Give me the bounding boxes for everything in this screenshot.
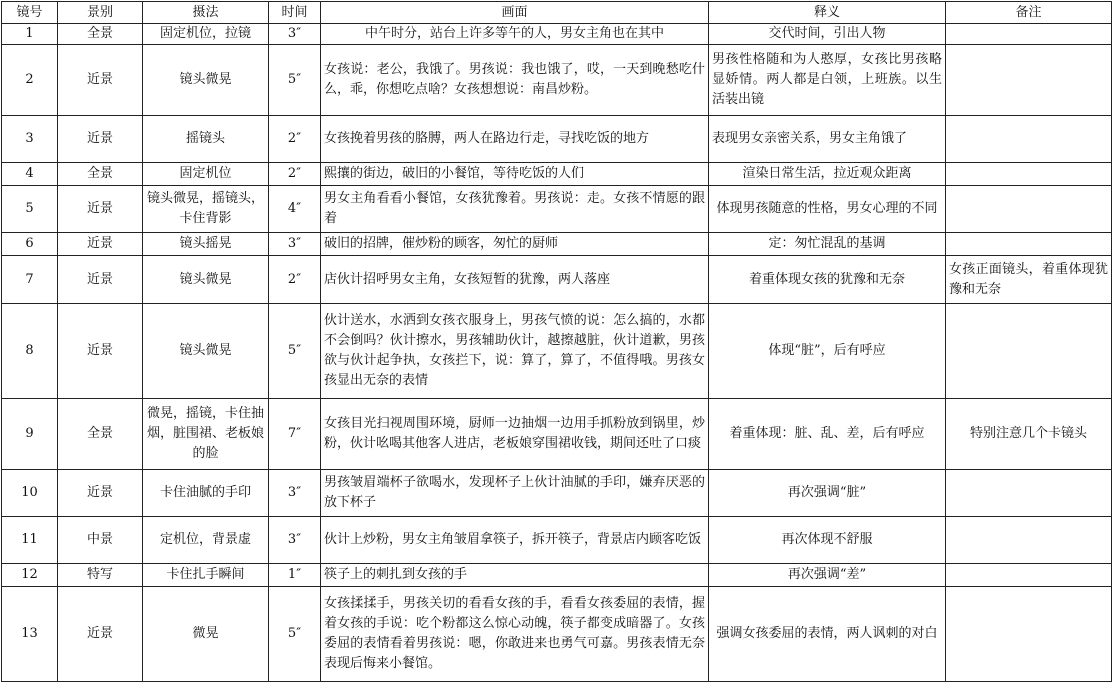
- shot-number-cell: 7: [2, 256, 58, 304]
- header-shot-number: 镜号: [2, 2, 58, 24]
- note-cell: [946, 24, 1112, 45]
- note-cell: [946, 304, 1112, 399]
- note-cell: [946, 470, 1112, 517]
- note-cell: 女孩正面镜头，着重体现犹豫和无奈: [946, 256, 1112, 304]
- camera-method-cell: 固定机位，拉镜: [143, 24, 269, 45]
- note-cell: [946, 587, 1112, 682]
- meaning-cell: 再次体现不舒服: [709, 517, 946, 564]
- shot-size-cell: 全景: [58, 24, 143, 45]
- note-cell: [946, 564, 1112, 587]
- table-row: [2, 186, 1112, 233]
- meaning-cell: 强调女孩委屈的表情，两人讽刺的对白: [709, 587, 946, 682]
- shot-size-cell: 近景: [58, 233, 143, 256]
- header-duration: 时间: [269, 2, 321, 24]
- scene-cell: 伙计送水，水洒到女孩衣服身上，男孩气愤的说：怎么搞的，水都不会倒吗？伙计擦水，男孩辅助伙计，越擦越脏，伙计道歉，男孩欲与伙计起争执，女孩拦下，说：算了，算了，不值得哦。男孩女孩显出无奈的表情: [321, 304, 709, 399]
- scene-cell: 熙攘的街边，破旧的小餐馆，等待吃饭的人们: [321, 163, 709, 186]
- camera-method-cell: 固定机位: [143, 163, 269, 186]
- shot-size-cell: 近景: [58, 470, 143, 517]
- shot-number-cell: 13: [2, 587, 58, 682]
- note-cell: [946, 233, 1112, 256]
- header-meaning: 释义: [709, 2, 946, 24]
- scene-cell: 伙计上炒粉，男女主角皱眉拿筷子，拆开筷子，背景店内顾客吃饭: [321, 517, 709, 564]
- shot-size-cell: 中景: [58, 517, 143, 564]
- scene-cell: 筷子上的刺扎到女孩的手: [321, 564, 709, 587]
- shot-size-cell: 近景: [58, 116, 143, 163]
- shot-number-cell: 8: [2, 304, 58, 399]
- shot-number-cell: 5: [2, 186, 58, 233]
- table-row: [2, 304, 1112, 399]
- shot-number-cell: 2: [2, 45, 58, 116]
- shot-number-cell: 4: [2, 163, 58, 186]
- duration-cell: 3″: [269, 24, 321, 45]
- scene-cell: 破旧的招牌，催炒粉的顾客，匆忙的厨师: [321, 233, 709, 256]
- header-camera-method: 摄法: [143, 2, 269, 24]
- header-note: 备注: [946, 2, 1112, 24]
- note-cell: [946, 163, 1112, 186]
- scene-cell: 男孩皱眉端杯子欲喝水，发现杯子上伙计油腻的手印，嫌弃厌恶的放下杯子: [321, 470, 709, 517]
- camera-method-cell: 摇镜头: [143, 116, 269, 163]
- shot-size-cell: 全景: [58, 163, 143, 186]
- scene-cell: 男女主角看看小餐馆，女孩犹豫着。男孩说：走。女孩不情愿的跟着: [321, 186, 709, 233]
- shot-size-cell: 全景: [58, 399, 143, 470]
- note-cell: [946, 517, 1112, 564]
- camera-method-cell: 镜头微晃，摇镜头，卡住背影: [143, 186, 269, 233]
- duration-cell: 5″: [269, 587, 321, 682]
- note-cell: [946, 186, 1112, 233]
- shot-size-cell: 近景: [58, 45, 143, 116]
- scene-cell: 女孩目光扫视周围环境，厨师一边抽烟一边用手抓粉放到锅里，炒粉，伙计吆喝其他客人进店，老板娘穿围裙收钱，期间还吐了口痰: [321, 399, 709, 470]
- storyboard-table: [1, 1, 1112, 682]
- table-row: [2, 399, 1112, 470]
- shot-size-cell: 特写: [58, 564, 143, 587]
- note-cell: [946, 45, 1112, 116]
- meaning-cell: 定：匆忙混乱的基调: [709, 233, 946, 256]
- camera-method-cell: 微晃，摇镜，卡住抽烟，脏围裙、老板娘的脸: [143, 399, 269, 470]
- scene-cell: 女孩挽着男孩的胳膊，两人在路边行走，寻找吃饭的地方: [321, 116, 709, 163]
- camera-method-cell: 卡住油腻的手印: [143, 470, 269, 517]
- table-row: [2, 163, 1112, 186]
- note-cell: 特别注意几个卡镜头: [946, 399, 1112, 470]
- meaning-cell: 男孩性格随和为人憨厚，女孩比男孩略显娇情。两人都是白领，上班族。以生活装出镜: [709, 45, 946, 116]
- duration-cell: 3″: [269, 517, 321, 564]
- duration-cell: 4″: [269, 186, 321, 233]
- header-row: [2, 2, 1112, 24]
- duration-cell: 3″: [269, 470, 321, 517]
- shot-size-cell: 近景: [58, 256, 143, 304]
- shot-number-cell: 10: [2, 470, 58, 517]
- duration-cell: 5″: [269, 304, 321, 399]
- meaning-cell: 着重体现：脏、乱、差，后有呼应: [709, 399, 946, 470]
- scene-cell: 中午时分，站台上许多等午的人，男女主角也在其中: [321, 24, 709, 45]
- shot-number-cell: 6: [2, 233, 58, 256]
- duration-cell: 3″: [269, 233, 321, 256]
- header-shot-size: 景别: [58, 2, 143, 24]
- table-row: [2, 517, 1112, 564]
- table-row: [2, 116, 1112, 163]
- shot-number-cell: 12: [2, 564, 58, 587]
- shot-size-cell: 近景: [58, 304, 143, 399]
- duration-cell: 5″: [269, 45, 321, 116]
- table-row: [2, 24, 1112, 45]
- meaning-cell: 表现男女亲密关系，男女主角饿了: [709, 116, 946, 163]
- meaning-cell: 体现“脏”，后有呼应: [709, 304, 946, 399]
- duration-cell: 7″: [269, 399, 321, 470]
- shot-size-cell: 近景: [58, 186, 143, 233]
- scene-cell: 女孩说：老公，我饿了。男孩说：我也饿了，哎，一天到晚愁吃什么，乖，你想吃点啥？女孩想想说：南昌炒粉。: [321, 45, 709, 116]
- camera-method-cell: 镜头摇晃: [143, 233, 269, 256]
- header-scene: 画面: [321, 2, 709, 24]
- shot-number-cell: 1: [2, 24, 58, 45]
- duration-cell: 2″: [269, 256, 321, 304]
- shot-number-cell: 11: [2, 517, 58, 564]
- duration-cell: 1″: [269, 564, 321, 587]
- table-row: [2, 564, 1112, 587]
- shot-number-cell: 3: [2, 116, 58, 163]
- camera-method-cell: 卡住扎手瞬间: [143, 564, 269, 587]
- table-row: [2, 233, 1112, 256]
- meaning-cell: 交代时间，引出人物: [709, 24, 946, 45]
- camera-method-cell: 微晃: [143, 587, 269, 682]
- meaning-cell: 渲染日常生活，拉近观众距离: [709, 163, 946, 186]
- note-cell: [946, 116, 1112, 163]
- camera-method-cell: 镜头微晃: [143, 304, 269, 399]
- camera-method-cell: 镜头微晃: [143, 45, 269, 116]
- table-row: [2, 256, 1112, 304]
- table-row: [2, 45, 1112, 116]
- duration-cell: 2″: [269, 163, 321, 186]
- meaning-cell: 着重体现女孩的犹豫和无奈: [709, 256, 946, 304]
- table-row: [2, 470, 1112, 517]
- scene-cell: 女孩揉揉手，男孩关切的看看女孩的手，看看女孩委屈的表情，握着女孩的手说：吃个粉都这么惊心动魄，筷子都变成暗器了。女孩委屈的表情看着男孩说：嗯，你敢进来也勇气可嘉。男孩表情无奈表现后悔来小餐馆。: [321, 587, 709, 682]
- camera-method-cell: 镜头微晃: [143, 256, 269, 304]
- meaning-cell: 再次强调“差”: [709, 564, 946, 587]
- shot-number-cell: 9: [2, 399, 58, 470]
- shot-size-cell: 近景: [58, 587, 143, 682]
- meaning-cell: 再次强调“脏”: [709, 470, 946, 517]
- table-row: [2, 587, 1112, 682]
- meaning-cell: 体现男孩随意的性格，男女心理的不同: [709, 186, 946, 233]
- duration-cell: 2″: [269, 116, 321, 163]
- scene-cell: 店伙计招呼男女主角，女孩短暂的犹豫，两人落座: [321, 256, 709, 304]
- camera-method-cell: 定机位，背景虚: [143, 517, 269, 564]
